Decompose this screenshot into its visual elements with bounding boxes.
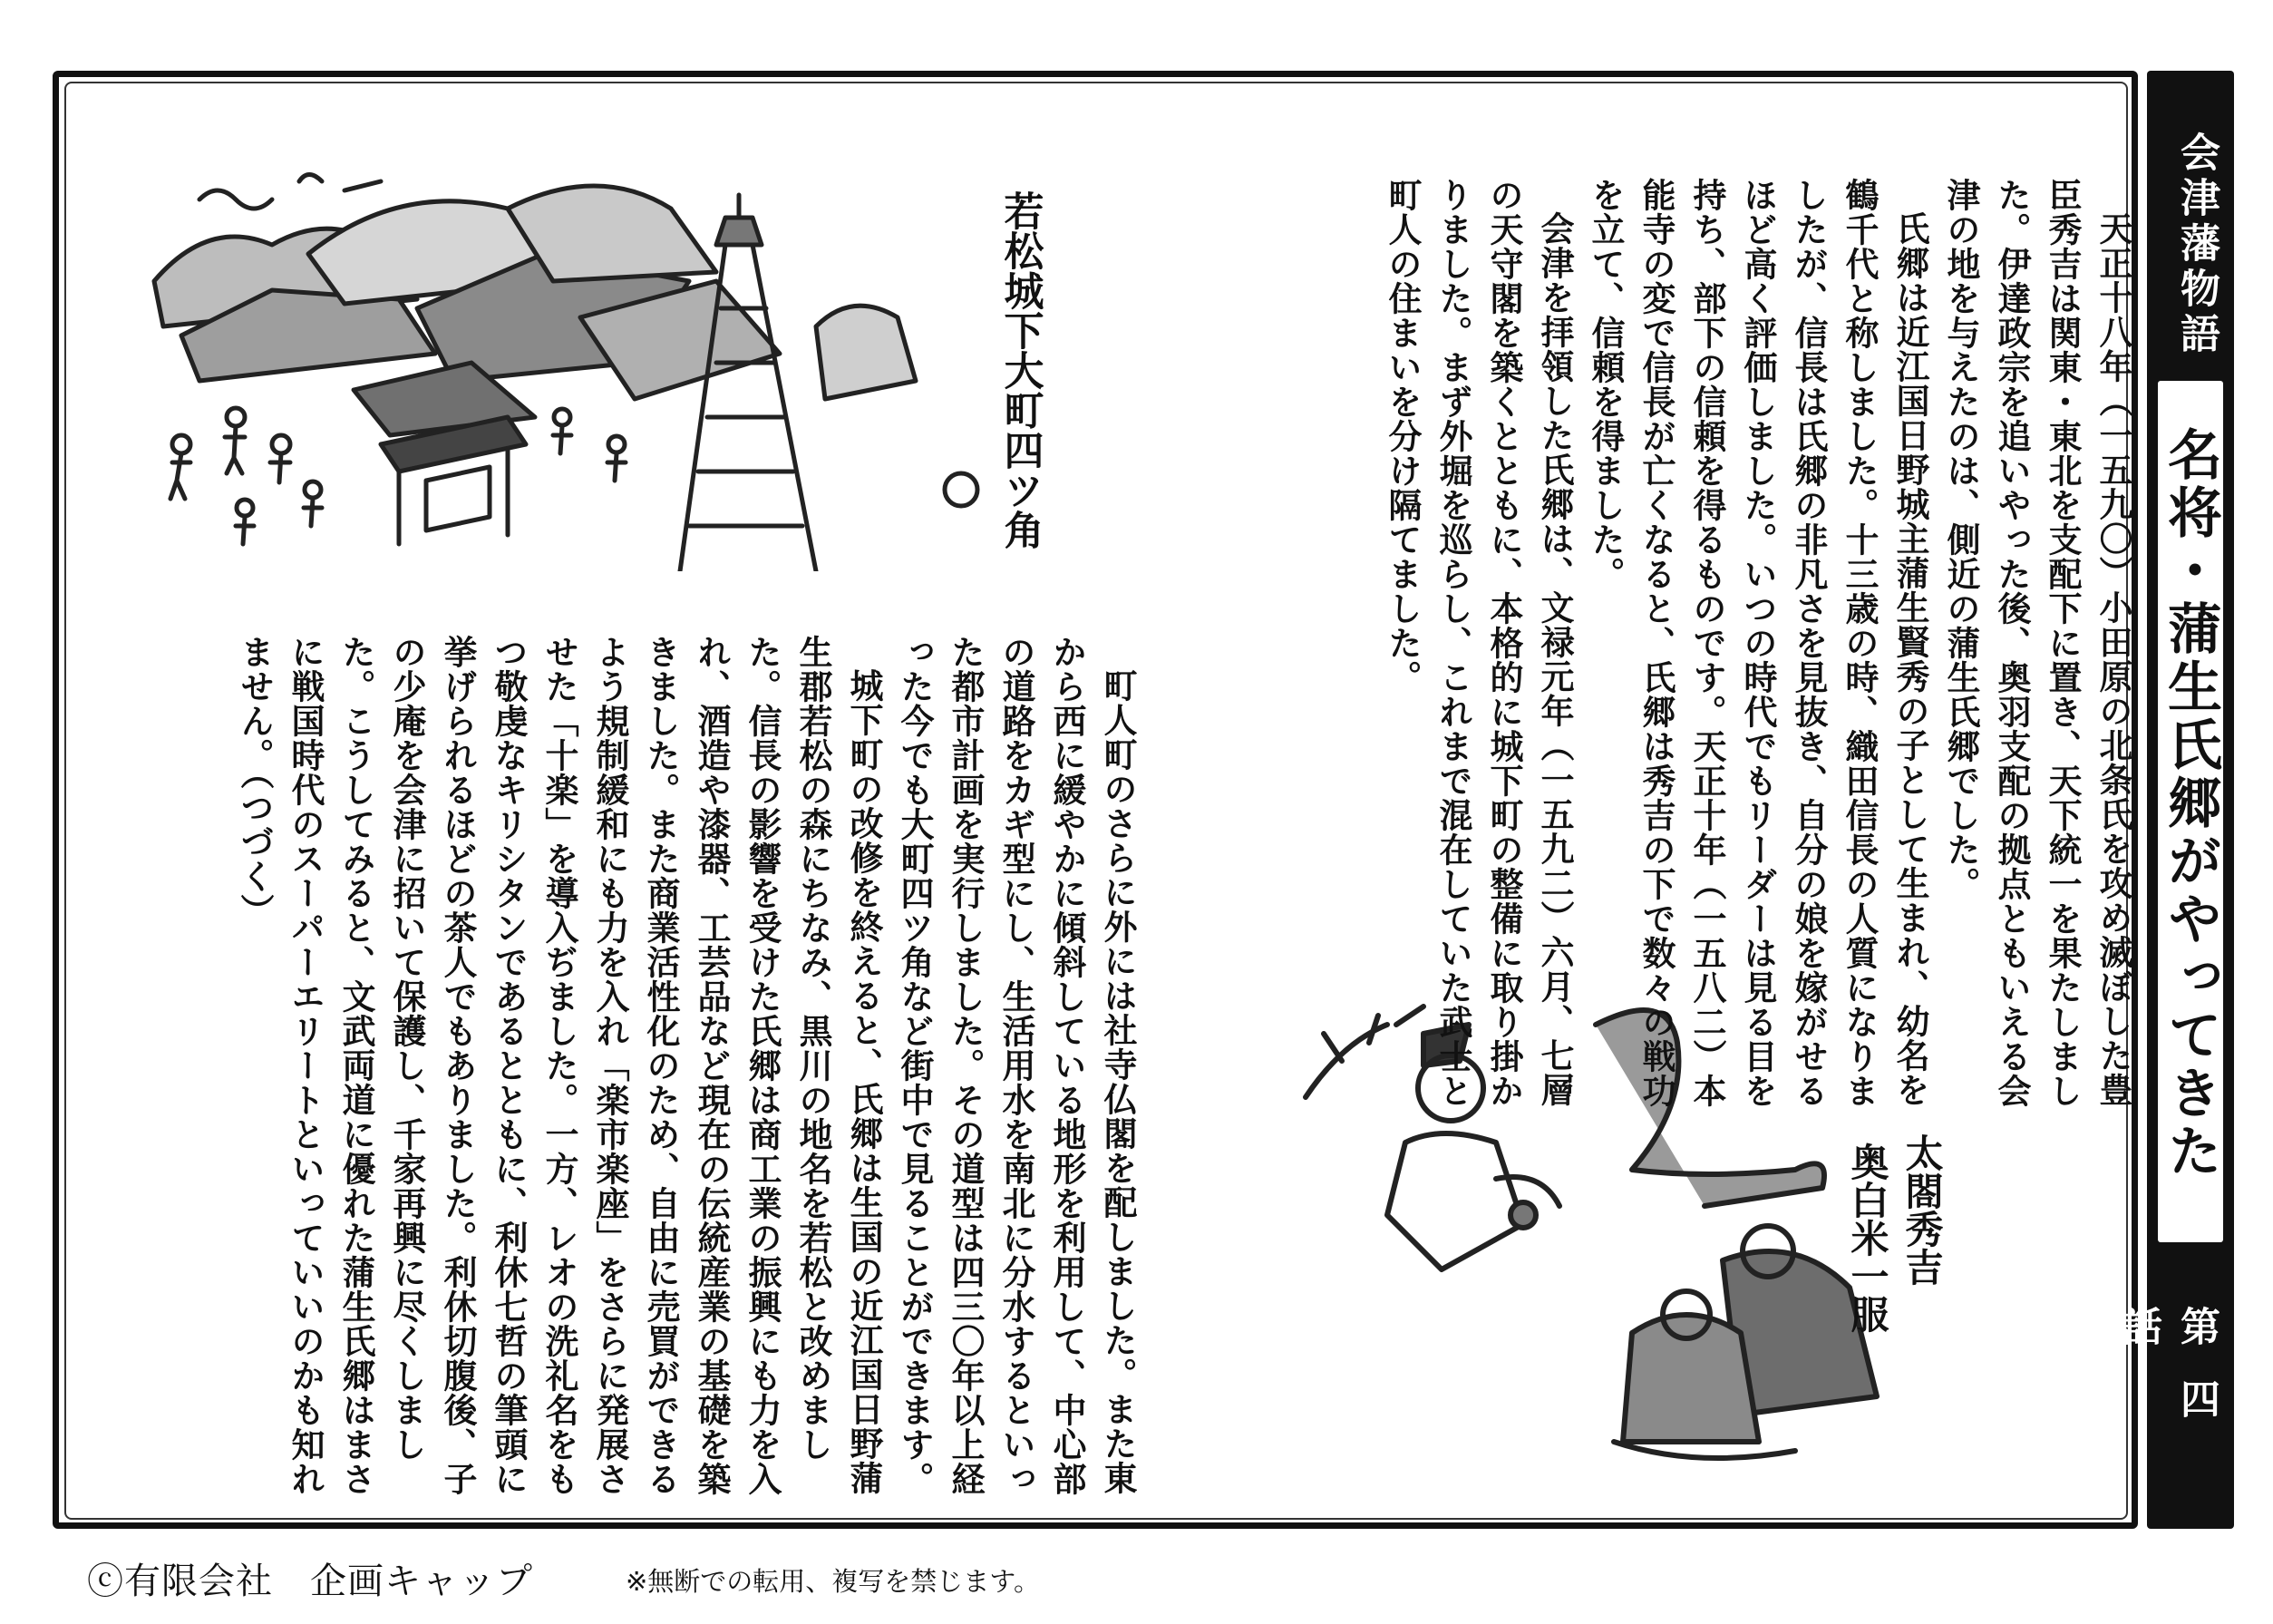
- paragraph: 天正十八年（一五九〇）小田原の北条氏を攻め滅ぼした豊臣秀吉は関東・東北を支配下に置き、天下統一を果たしました。伊達政宗を追いやった後、奥羽支配の拠点ともいえる会津の地を与えたのは、側近の蒲生氏郷でした。: [1941, 178, 2132, 1108]
- series-title: 会津藩物語: [2173, 131, 2220, 358]
- paragraph: 町人町のさらに外には社寺仏閣を配しました。また東から西に緩やかに傾斜している地形を利用して、中心部の道路をカギ型にし、生活用水を南北に分水するといった都市計画を実行しました。その道型は四三〇年以上経った今でも大町四ツ角など街中で見ることができます。: [895, 635, 1137, 1496]
- town-illustration: [127, 145, 1070, 571]
- article-upper-text: [1150, 178, 2138, 1112]
- paragraph: 城下町の改修を終えると、氏郷は生国の近江国日野蒲生郡若松の森にちなみ、黒川の地名を若松と改めました。信長の影響を受けた氏郷は商工業の振興にも力を入れ、酒造や漆器、工芸品など現在の伝統産業の基礎を築きました。また商業活性化のため、自由に売買ができるよう規制緩和にも力を入れ「楽市楽座」をさらに発展させた「十楽」を導入ぢました。一方、レオの洗礼名をもつ敬虔なキリシタンであるとともに、利休七哲の筆頭に挙げられるほどの茶人でもありました。利休切腹後、子の少庵を会津に招いて保護し、千家再興に尽くしました。こうしてみると、文武両道に優れた蒲生氏郷はまさに戦国時代のスーパーエリートといっていいのかも知れません。（つづく）: [235, 635, 883, 1496]
- copyright-text: ⓒ有限会社 企画キャップ: [87, 1561, 533, 1602]
- episode-label: 第四話: [2115, 1306, 2220, 1451]
- people-caption-taiko: 太閤秀吉: [1899, 1133, 1945, 1286]
- town-caption: 若松城下大町四ツ角: [996, 190, 1044, 549]
- article-lower-text: [91, 635, 1142, 1505]
- reproduction-notice: ※無断での転用、複写を禁じます。: [626, 1566, 1040, 1597]
- people-caption-tea: 奥白米一服: [1845, 1143, 1890, 1333]
- paragraph: 氏郷は近江国日野城主蒲生賢秀の子として生まれ、幼名を鶴千代と称しました。十三歳の時、織田信長の人質になりましたが、信長は氏郷の非凡さを見抜き、自分の娘を嫁がせるほど高く評価しました。いつの時代でもリーダーは見る目を持ち、部下の信頼を得るものです。天正十年（一五八二）本能寺の変で信長が亡くなると、氏郷は秀吉の下で数々の戦功を立て、信頼を得ました。: [1586, 178, 1929, 1108]
- paragraph: 会津を拝領した氏郷は、文禄元年（一五九二）六月、七層の天守閣を築くとともに、本格的に城下町の整備に取り掛かりました。まず外堀を巡らし、これまで混在していた武士と町人の住まいを分け隔てました。: [1383, 178, 1574, 1108]
- article-title: 名将・蒲生氏郷がやってきた: [2159, 426, 2222, 1181]
